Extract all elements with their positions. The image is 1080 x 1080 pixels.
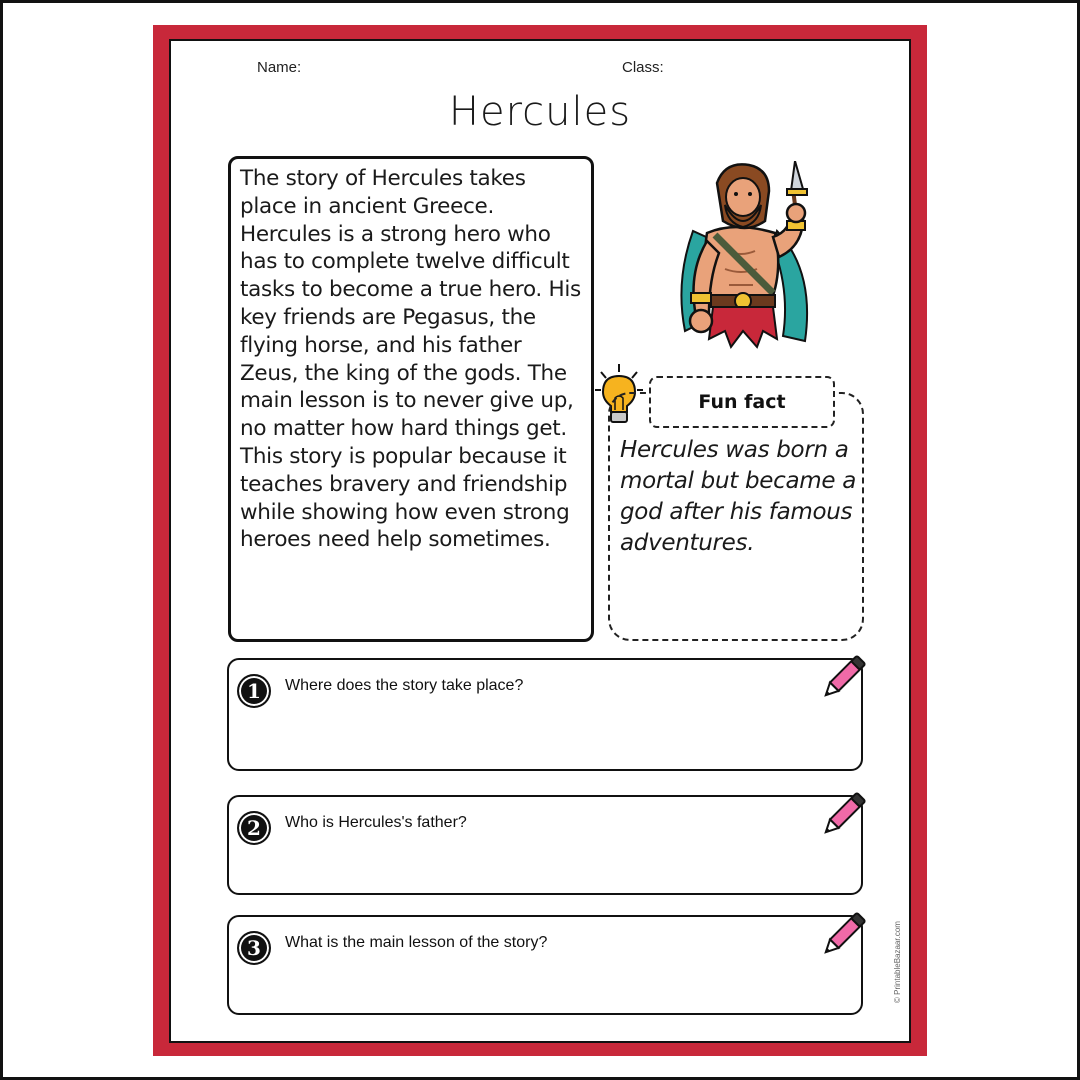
pencil-icon bbox=[821, 648, 873, 700]
fun-fact-text: Hercules was born a mortal but became a god after his famous adventures. bbox=[620, 437, 857, 556]
story-text: The story of Hercules takes place in ancient Greece. Hercules is a strong hero who has to complete twelve difficult tasks to become a true hero. His key friends are Pegasus, the flying horse, and his father Zeus, the king of the gods. The main lesson is to never give up, no matter how hard things get. This story is popular because it teaches bravery and friendship while showing how even strong heroes need help sometimes. bbox=[240, 166, 581, 553]
worksheet bbox=[169, 39, 911, 1043]
question-2-text: Who is Hercules's father? bbox=[285, 814, 467, 831]
question-2-answer-box[interactable] bbox=[227, 795, 863, 895]
question-1-answer-box[interactable] bbox=[227, 658, 863, 771]
question-1-text: Where does the story take place? bbox=[285, 677, 524, 694]
question-3-answer-box[interactable] bbox=[227, 915, 863, 1015]
class-label: Class: bbox=[622, 59, 664, 76]
question-1-number: 1 bbox=[237, 674, 271, 708]
watermark: © PrintableBazaar.com bbox=[893, 921, 902, 1003]
pencil-icon bbox=[821, 905, 873, 957]
fun-fact-label: Fun fact bbox=[698, 391, 786, 413]
question-3-text: What is the main lesson of the story? bbox=[285, 934, 548, 951]
pencil-icon bbox=[821, 785, 873, 837]
question-3-number: 3 bbox=[237, 931, 271, 965]
hercules-illustration bbox=[665, 161, 823, 355]
name-label: Name: bbox=[257, 59, 302, 76]
story-box bbox=[228, 156, 594, 642]
fun-fact-tab bbox=[649, 376, 835, 428]
question-2-number: 2 bbox=[237, 811, 271, 845]
page-title: Hercules bbox=[448, 89, 632, 135]
